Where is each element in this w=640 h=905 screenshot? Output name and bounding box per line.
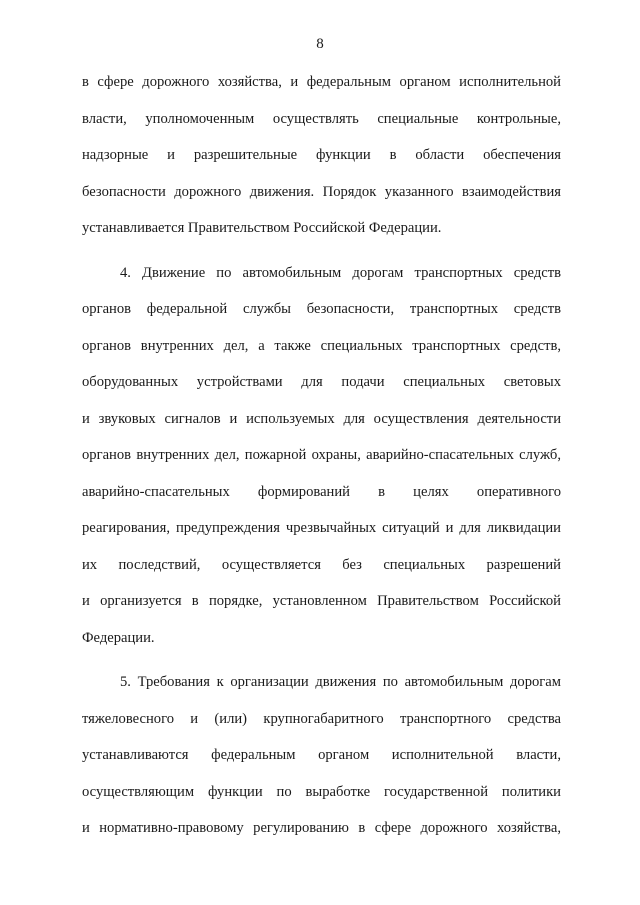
page-number: 8 xyxy=(316,36,324,52)
text-line: реагирования, предупреждения чрезвычайных ситуаций и для ликвидации xyxy=(82,520,561,536)
text-line: органов внутренних дел, а также специальных транспортных средств, xyxy=(82,337,561,354)
text-line: надзорные и разрешительные функции в области обеспечения xyxy=(82,147,561,163)
document-body xyxy=(82,72,561,855)
text-line: органов внутренних дел, пожарной охраны, аварийно-спасательных служб, xyxy=(82,447,561,463)
text-line: и звуковых сигналов и используемых для осуществления деятельности xyxy=(82,410,561,427)
text-line: и нормативно-правовому регулированию в сфере дорожного хозяйства, xyxy=(82,820,561,836)
text-line: устанавливается Правительством Российской Федерации. xyxy=(82,220,442,236)
paragraph-gap xyxy=(82,664,561,672)
text-line: устанавливаются федеральным органом исполнительной власти, xyxy=(82,747,561,763)
text-line: их последствий, осуществляется без специальных разрешений xyxy=(82,556,561,573)
text-line: тяжеловесного и (или) крупногабаритного транспортного средства xyxy=(82,710,561,727)
paragraph-item-4 xyxy=(82,263,561,665)
text-line: в сфере дорожного хозяйства, и федеральным органом исполнительной xyxy=(82,74,561,90)
text-line: безопасности дорожного движения. Порядок указанного взаимодействия xyxy=(82,183,561,200)
text-line: 4. Движение по автомобильным дорогам транспортных средств xyxy=(120,264,561,281)
text-line: аварийно-спасательных формирований в целях оперативного xyxy=(82,483,561,500)
paragraph-continuation xyxy=(82,72,561,255)
text-line: власти, уполномоченным осуществлять специальные контрольные, xyxy=(82,110,561,127)
text-line: и организуется в порядке, установленном Правительством Российской xyxy=(82,593,561,609)
paragraph-item-5 xyxy=(82,672,561,855)
text-line: Федерации. xyxy=(82,629,155,646)
text-line: органов федеральной службы безопасности, транспортных средств xyxy=(82,301,561,317)
text-line: оборудованных устройствами для подачи специальных световых xyxy=(82,374,561,390)
paragraph-gap xyxy=(82,255,561,263)
text-line: осуществляющим функции по выработке государственной политики xyxy=(82,783,561,800)
text-line: 5. Требования к организации движения по автомобильным дорогам xyxy=(120,674,561,690)
